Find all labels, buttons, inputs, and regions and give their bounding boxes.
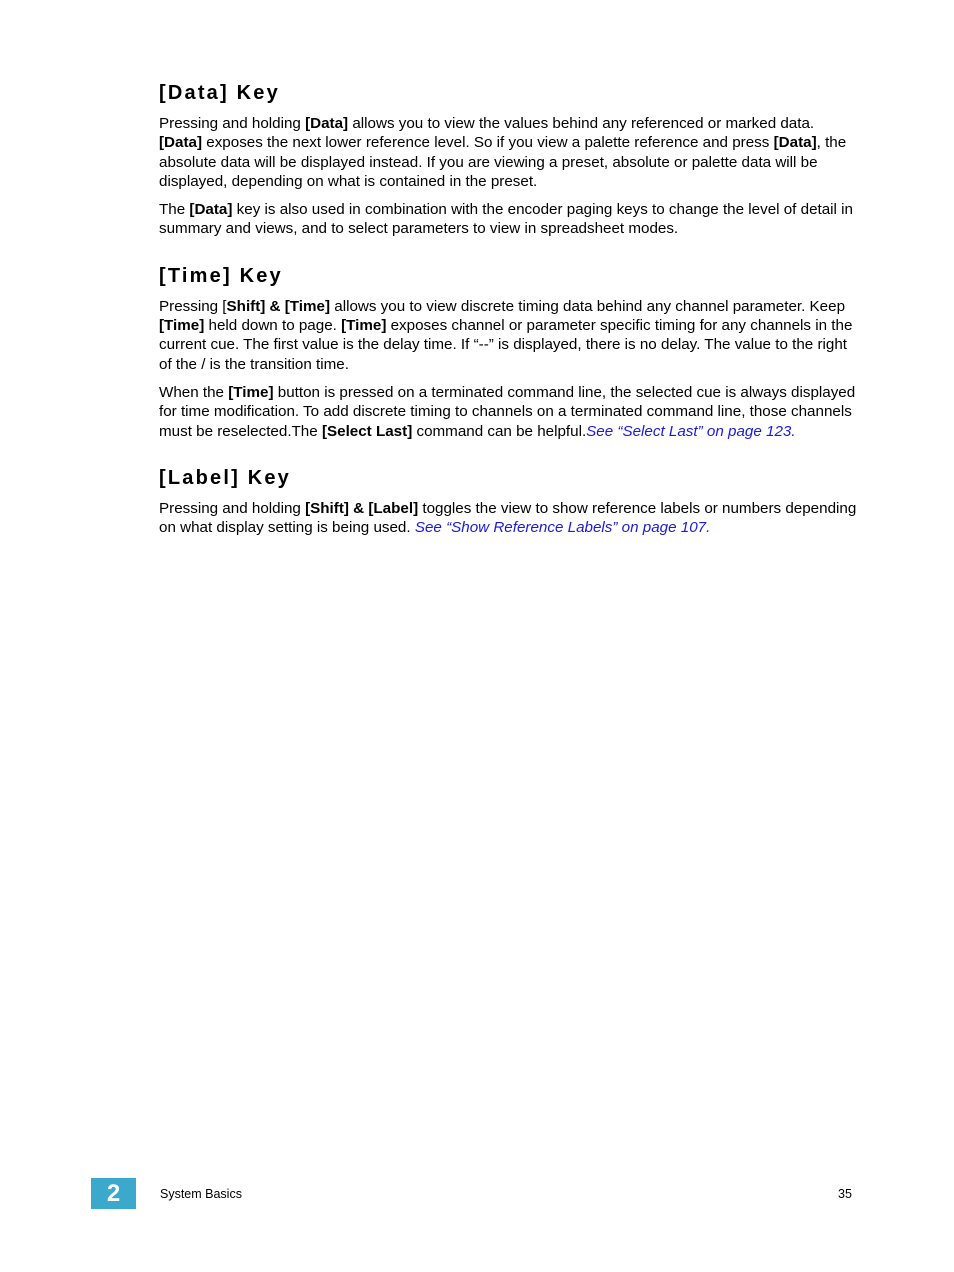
section-time-key (159, 261, 859, 441)
document-body (159, 78, 859, 559)
heading-label-key: [Label] Key (159, 466, 292, 489)
link-show-reference-labels[interactable]: See “Show Reference Labels” on page 107. (414, 519, 711, 537)
paragraph-data-1: Pressing and holding [Data] allows you to view the values behind any referenced or marked data. [Data] exposes the next lower reference level. So if you view a palette reference and press [Data], the absolute data will be displayed instead. If you are viewing a preset, absolute or palette data will be displayed, depending on what is contained in the preset. (159, 115, 847, 190)
paragraph-time-1: Pressing [Shift] & [Time] allows you to view discrete timing data behind any channel parameter. Keep [Time] held down to page. [Time] exposes channel or parameter specific timing for any channels in the current cue. The first value is the delay time. If “--” is displayed, there is no delay. The value to the right of the / is the transition time. (159, 297, 853, 373)
chapter-number-badge: 2 (91, 1178, 136, 1209)
link-select-last[interactable]: See “Select Last” on page 123. (586, 422, 796, 440)
paragraph-data-2: The [Data] key is also used in combination with the encoder paging keys to change the level of detail in summary and views, and to select parameters to view in spreadsheet modes. (159, 201, 853, 238)
paragraph-label-1: Pressing and holding [Shift] & [Label] toggles the view to show reference labels or numbers depending on what display setting is being used. See “Show Reference Labels” on page 107. (159, 499, 857, 537)
section-label-key (159, 463, 859, 538)
heading-time-key: [Time] Key (159, 264, 283, 287)
paragraph-time-2: When the [Time] button is pressed on a terminated command line, the selected cue is always displayed for time modification. To add discrete timing to channels on a terminated command line, those channels must be reselected.The [Select Last] command can be helpful.See “Select Last” on page 123. (159, 383, 856, 440)
footer-chapter-title: System Basics (160, 1187, 242, 1201)
heading-data-key: [Data] Key (159, 82, 280, 104)
page-number: 35 (838, 1187, 852, 1201)
section-data-key (159, 78, 859, 239)
